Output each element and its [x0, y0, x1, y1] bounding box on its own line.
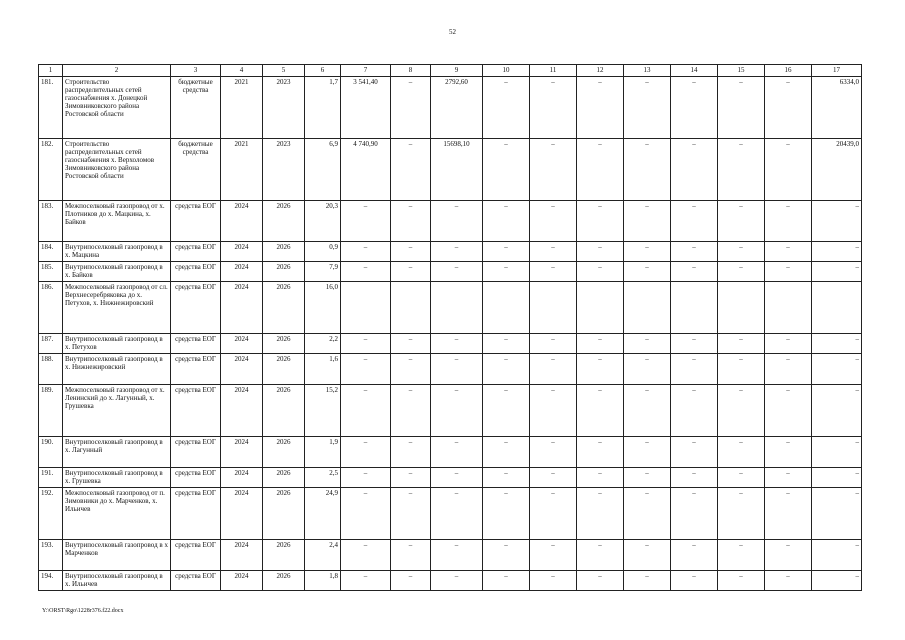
table-cell: – [718, 242, 765, 262]
object-name-cell: Строительство распределительных сетей газоснабжения х. Верхоломов Зимовниковского района Ростовской области [63, 139, 171, 201]
table-cell: – [483, 262, 530, 282]
table-row [39, 488, 862, 540]
table-cell: средства ЕОГ [171, 334, 221, 354]
table-cell: 20439,0 [812, 139, 862, 201]
table-cell: – [765, 571, 812, 591]
table-cell: 2024 [221, 334, 263, 354]
table-cell: – [765, 385, 812, 437]
row-number-cell: 184. [39, 242, 63, 262]
table-cell: – [341, 571, 391, 591]
table-cell: 2026 [263, 540, 305, 571]
table-row [39, 437, 862, 468]
table-cell: – [483, 571, 530, 591]
table-cell: – [530, 571, 577, 591]
table-cell: – [624, 262, 671, 282]
table-cell: – [671, 571, 718, 591]
table-cell: – [431, 201, 483, 242]
table-cell: – [577, 201, 624, 242]
table-cell: 6,9 [305, 139, 341, 201]
table-cell: – [671, 139, 718, 201]
table-cell: – [577, 262, 624, 282]
row-number-cell: 183. [39, 201, 63, 242]
table-row [39, 282, 862, 334]
column-header-2: 2 [63, 65, 171, 77]
table-cell: 2024 [221, 540, 263, 571]
table-cell [765, 282, 812, 334]
table-cell: – [391, 334, 431, 354]
table-cell: – [530, 201, 577, 242]
table-cell [624, 282, 671, 334]
table-cell: – [483, 488, 530, 540]
table-cell: – [391, 262, 431, 282]
table-cell: 2024 [221, 571, 263, 591]
column-header-17: 17 [812, 65, 862, 77]
table-cell: – [577, 468, 624, 488]
table-cell [671, 282, 718, 334]
table-row [39, 334, 862, 354]
table-cell [577, 282, 624, 334]
table-cell: 2023 [263, 77, 305, 139]
object-name-cell: Межпоселковый газопровод от сл. Верхнесеребряковка до х. Петухов, х. Нижнежировский [63, 282, 171, 334]
page-number: 52 [449, 28, 456, 36]
table-cell: – [765, 354, 812, 385]
table-row [39, 468, 862, 488]
table-cell: – [624, 468, 671, 488]
row-number-cell: 188. [39, 354, 63, 385]
table-cell: – [577, 571, 624, 591]
table-cell [530, 282, 577, 334]
table-cell: 2024 [221, 488, 263, 540]
object-name-cell: Внутрипоселковый газопровод в х. Ильичев [63, 571, 171, 591]
object-name-cell: Внутрипоселковый газопровод в х. Петухов [63, 334, 171, 354]
table-cell: – [341, 488, 391, 540]
table-cell: – [624, 139, 671, 201]
table-cell: – [577, 334, 624, 354]
table-cell: – [341, 385, 391, 437]
table-cell: – [765, 77, 812, 139]
table-cell: – [812, 468, 862, 488]
table-cell: 15,2 [305, 385, 341, 437]
table-cell: – [431, 385, 483, 437]
table-cell: 2021 [221, 139, 263, 201]
table-cell: 2,4 [305, 540, 341, 571]
row-number-cell: 185. [39, 262, 63, 282]
table-cell: – [577, 354, 624, 385]
table-cell: – [718, 77, 765, 139]
table-cell: – [718, 488, 765, 540]
row-number-cell: 193. [39, 540, 63, 571]
column-header-3: 3 [171, 65, 221, 77]
table-cell: – [483, 468, 530, 488]
column-header-13: 13 [624, 65, 671, 77]
table-row [39, 354, 862, 385]
row-number-cell: 192. [39, 488, 63, 540]
column-header-4: 4 [221, 65, 263, 77]
object-name-cell: Строительство распределительных сетей газоснабжения х. Донецкой Зимовниковского района Ростовской области [63, 77, 171, 139]
table-cell: 15698,10 [431, 139, 483, 201]
object-name-cell: Межпоселковый газопровод от п. Зимовники до х. Марченков, х. Ильичев [63, 488, 171, 540]
table-cell: – [624, 540, 671, 571]
table-cell: – [812, 488, 862, 540]
table-cell: – [577, 77, 624, 139]
table-cell: 1,8 [305, 571, 341, 591]
table-cell: – [812, 540, 862, 571]
table-cell: – [530, 334, 577, 354]
table-cell: – [530, 437, 577, 468]
table-cell: средства ЕОГ [171, 385, 221, 437]
table-cell: 2026 [263, 334, 305, 354]
table-cell: 2,2 [305, 334, 341, 354]
table-row [39, 201, 862, 242]
table-cell: средства ЕОГ [171, 488, 221, 540]
table-cell: 20,3 [305, 201, 341, 242]
table-cell: 2026 [263, 282, 305, 334]
table-cell: 2026 [263, 488, 305, 540]
table-cell: – [483, 540, 530, 571]
table-cell: – [341, 540, 391, 571]
table-cell: – [624, 437, 671, 468]
table-cell: – [718, 468, 765, 488]
table-cell: средства ЕОГ [171, 242, 221, 262]
table-cell: – [718, 385, 765, 437]
table-cell: – [812, 385, 862, 437]
table-cell: средства ЕОГ [171, 354, 221, 385]
table-cell: средства ЕОГ [171, 282, 221, 334]
table-cell: – [624, 334, 671, 354]
table-cell [483, 282, 530, 334]
table-cell: – [483, 201, 530, 242]
table-cell: – [431, 437, 483, 468]
object-name-cell: Внутрипоселковый газопровод в х Марченков [63, 540, 171, 571]
object-name-cell: Внутрипоселковый газопровод в х. Байков [63, 262, 171, 282]
table-cell: – [671, 354, 718, 385]
table-cell: 24,9 [305, 488, 341, 540]
table-cell: средства ЕОГ [171, 437, 221, 468]
table-cell: 2024 [221, 242, 263, 262]
table-cell: – [483, 139, 530, 201]
row-number-cell: 190. [39, 437, 63, 468]
table-cell: – [812, 242, 862, 262]
table-cell: 2021 [221, 77, 263, 139]
table-cell: – [530, 262, 577, 282]
table-cell: – [765, 242, 812, 262]
table-cell: – [391, 571, 431, 591]
table-cell: – [431, 334, 483, 354]
table-cell: – [577, 385, 624, 437]
table-cell: средства ЕОГ [171, 262, 221, 282]
table-row [39, 77, 862, 139]
header-row [39, 65, 862, 77]
table-cell: – [391, 385, 431, 437]
table-cell: – [718, 334, 765, 354]
table-cell: – [624, 242, 671, 262]
table-cell: – [671, 488, 718, 540]
table-cell: – [765, 139, 812, 201]
table-cell [718, 282, 765, 334]
table-cell: 0,9 [305, 242, 341, 262]
object-name-cell: Внутрипоселковый газопровод в х. Лагунный [63, 437, 171, 468]
footer-file-path: Y:\ORST\Rgo\1228r376.f22.docx [42, 608, 124, 614]
table-cell: 2026 [263, 242, 305, 262]
table-cell: – [391, 201, 431, 242]
table-cell: 16,0 [305, 282, 341, 334]
table-cell: бюджетные средства [171, 139, 221, 201]
object-name-cell: Межпоселковый газопровод от х. Ленинский до х. Лагунный, х. Грушевка [63, 385, 171, 437]
table-cell: – [391, 488, 431, 540]
table-cell: – [431, 540, 483, 571]
table-cell [812, 282, 862, 334]
table-cell: 7,9 [305, 262, 341, 282]
table-row [39, 242, 862, 262]
table-cell: – [765, 437, 812, 468]
row-number-cell: 187. [39, 334, 63, 354]
table-cell: – [483, 385, 530, 437]
table-cell: – [483, 354, 530, 385]
table-cell: – [341, 242, 391, 262]
table-cell: – [530, 540, 577, 571]
table-cell: – [483, 77, 530, 139]
table-cell: 2024 [221, 201, 263, 242]
table-cell: – [577, 242, 624, 262]
table-cell: – [718, 437, 765, 468]
table-cell: – [577, 139, 624, 201]
table-cell: – [812, 262, 862, 282]
table-cell: – [391, 242, 431, 262]
table-cell: – [341, 468, 391, 488]
table-cell: – [718, 571, 765, 591]
table-cell: 2026 [263, 201, 305, 242]
table-cell: – [530, 242, 577, 262]
column-header-11: 11 [530, 65, 577, 77]
table-cell: – [671, 540, 718, 571]
table-cell: – [530, 468, 577, 488]
table-cell: – [671, 385, 718, 437]
table-cell: – [431, 571, 483, 591]
table-cell: – [341, 437, 391, 468]
table-cell: 2026 [263, 468, 305, 488]
investment-table [38, 64, 862, 591]
column-header-1: 1 [39, 65, 63, 77]
table-cell: – [483, 242, 530, 262]
table-cell: – [624, 488, 671, 540]
table-cell: 2026 [263, 437, 305, 468]
table-cell: – [671, 334, 718, 354]
object-name-cell: Межпоселковый газопровод от х. Плотников до х. Мацкина, х. Байков [63, 201, 171, 242]
column-header-6: 6 [305, 65, 341, 77]
table-cell: 2026 [263, 354, 305, 385]
table-cell: – [431, 262, 483, 282]
object-name-cell: Внутрипоселковый газопровод в х. Нижнежировский [63, 354, 171, 385]
table-cell: – [624, 571, 671, 591]
table-cell: 2023 [263, 139, 305, 201]
table-cell: – [812, 571, 862, 591]
table-cell: – [718, 201, 765, 242]
table-cell [341, 282, 391, 334]
row-number-cell: 194. [39, 571, 63, 591]
table-cell: – [671, 242, 718, 262]
table-cell: – [341, 201, 391, 242]
table-cell: 2024 [221, 354, 263, 385]
object-name-cell: Внутрипоселковый газопровод в х. Грушевка [63, 468, 171, 488]
table-cell: средства ЕОГ [171, 540, 221, 571]
table-cell: – [530, 77, 577, 139]
table-cell: – [391, 540, 431, 571]
table-cell: 4 740,90 [341, 139, 391, 201]
table-cell: 1,9 [305, 437, 341, 468]
table-cell: бюджетные средства [171, 77, 221, 139]
table-row [39, 139, 862, 201]
table-cell: – [483, 437, 530, 468]
table-cell: – [671, 468, 718, 488]
table-cell: – [718, 262, 765, 282]
column-header-7: 7 [341, 65, 391, 77]
table-cell: средства ЕОГ [171, 201, 221, 242]
column-header-14: 14 [671, 65, 718, 77]
table-cell: – [765, 468, 812, 488]
table-cell: – [624, 385, 671, 437]
table-cell: 2024 [221, 262, 263, 282]
table-cell: 1,7 [305, 77, 341, 139]
table-cell: 2,5 [305, 468, 341, 488]
table-cell: – [391, 468, 431, 488]
table-cell: – [765, 488, 812, 540]
table-cell: – [765, 201, 812, 242]
table-cell: – [483, 334, 530, 354]
table-cell: – [391, 354, 431, 385]
table-cell: – [577, 437, 624, 468]
table-cell: – [530, 139, 577, 201]
table-cell: 2792,60 [431, 77, 483, 139]
table-cell: – [812, 201, 862, 242]
column-header-15: 15 [718, 65, 765, 77]
table-cell: – [530, 354, 577, 385]
table-cell: – [765, 334, 812, 354]
table-cell: 3 541,40 [341, 77, 391, 139]
column-header-5: 5 [263, 65, 305, 77]
table-cell: 2024 [221, 282, 263, 334]
table-cell: – [391, 437, 431, 468]
row-number-cell: 182. [39, 139, 63, 201]
table-cell: – [671, 201, 718, 242]
table-cell: – [624, 201, 671, 242]
row-number-cell: 189. [39, 385, 63, 437]
table-cell: – [431, 242, 483, 262]
table-cell: 2026 [263, 571, 305, 591]
table-cell: – [671, 77, 718, 139]
table-cell: – [671, 437, 718, 468]
table-cell: – [530, 385, 577, 437]
table-cell: 2024 [221, 437, 263, 468]
table-cell: – [341, 334, 391, 354]
table-cell: – [812, 334, 862, 354]
table-cell: – [718, 139, 765, 201]
table-cell: – [341, 354, 391, 385]
table-cell [431, 282, 483, 334]
table-cell: – [391, 139, 431, 201]
table-cell: – [577, 540, 624, 571]
column-header-12: 12 [577, 65, 624, 77]
table-row [39, 571, 862, 591]
table-cell: – [530, 488, 577, 540]
table-row [39, 262, 862, 282]
table-cell: – [765, 540, 812, 571]
table-cell: 2024 [221, 468, 263, 488]
table-cell: – [624, 77, 671, 139]
column-header-8: 8 [391, 65, 431, 77]
table-cell: – [718, 354, 765, 385]
table-cell: средства ЕОГ [171, 571, 221, 591]
object-name-cell: Внутрипоселковый газопровод в х. Мацкина [63, 242, 171, 262]
column-header-10: 10 [483, 65, 530, 77]
table-cell: – [812, 354, 862, 385]
table-cell: – [391, 77, 431, 139]
table-cell: средства ЕОГ [171, 468, 221, 488]
row-number-cell: 191. [39, 468, 63, 488]
table-cell: – [718, 540, 765, 571]
table-cell: 6334,0 [812, 77, 862, 139]
table-cell: – [577, 488, 624, 540]
table-cell: – [431, 354, 483, 385]
table-cell: – [765, 262, 812, 282]
column-header-9: 9 [431, 65, 483, 77]
table-row [39, 385, 862, 437]
column-header-16: 16 [765, 65, 812, 77]
table-cell [391, 282, 431, 334]
table-cell: – [431, 468, 483, 488]
table-cell: – [431, 488, 483, 540]
table-row [39, 540, 862, 571]
row-number-cell: 186. [39, 282, 63, 334]
row-number-cell: 181. [39, 77, 63, 139]
table-cell: 2026 [263, 385, 305, 437]
table-cell: – [671, 262, 718, 282]
table-cell: – [812, 437, 862, 468]
table-cell: – [341, 262, 391, 282]
table-cell: 2026 [263, 262, 305, 282]
table-cell: – [624, 354, 671, 385]
table-cell: 1,6 [305, 354, 341, 385]
table-cell: 2024 [221, 385, 263, 437]
